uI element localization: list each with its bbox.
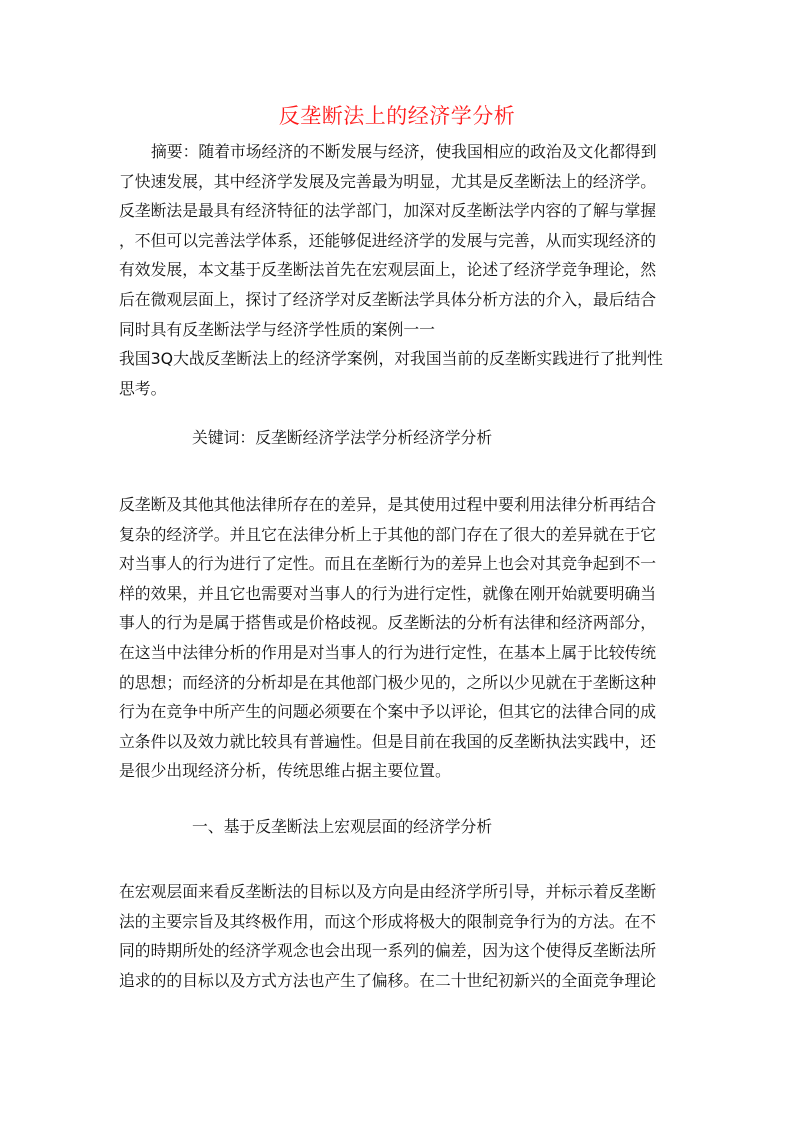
paragraph-line: 在这当中法律分析的作用是对当事人的行为进行定性，在基本上属于比较传统 <box>119 642 657 662</box>
paragraph-line: 对当事人的行为进行了定性。而且在垄断行为的差异上也会对其竞争起到不一 <box>119 554 657 574</box>
abstract-line: ，不但可以完善法学体系，还能够促进经济学的发展与完善，从而实现经济的 <box>119 230 657 250</box>
paragraph-line: 的思想；而经济的分析却是在其他部门极少见的，之所以少见就在于垄断这种 <box>119 672 657 692</box>
abstract-line: 摘要：随着市场经济的不断发展与经济，使我国相应的政治及文化都得到 <box>151 142 657 161</box>
paragraph-line: 事人的行为是属于搭售或是价格歧视。反垄断法的分析有法律和经济两部分， <box>119 613 657 633</box>
section-heading: 一、基于反垄断法上宏观层面的经济学分析 <box>192 817 493 836</box>
paragraph-line: 是很少出现经济分析，传统思维占据主要位置。 <box>119 761 451 781</box>
body-paragraph-1 <box>119 490 667 786</box>
paragraph-line: 样的效果，并且它也需要对当事人的行为进行定性，就像在刚开始就要明确当 <box>119 583 657 603</box>
abstract-line: 思考。 <box>119 378 167 398</box>
paragraph-line: 追求的的目标以及方式方法也产生了偏移。在二十世纪初新兴的全面竞争理论 <box>119 970 657 990</box>
abstract-line: 了快速发展，其中经济学发展及完善最为明显，尤其是反垄断法上的经济学。 <box>119 171 657 191</box>
abstract-paragraph <box>119 137 667 403</box>
paragraph-line: 反垄断及其他其他法律所存在的差异，是其使用过程中要利用法律分析再结合 <box>119 495 657 514</box>
paragraph-line: 行为在竞争中所产生的问题必须要在个案中予以评论，但其它的法律合同的成 <box>119 702 657 722</box>
abstract-line: 有效发展，本文基于反垄断法首先在宏观层面上，论述了经济学竞争理论，然 <box>119 260 657 280</box>
paragraph-line: 复杂的经济学。并且它在法律分析上于其他的部门存在了很大的差异就在于它 <box>119 524 657 544</box>
body-paragraph-2 <box>119 877 667 995</box>
keywords-line: 关键词：反垄断经济学法学分析经济学分析 <box>192 428 493 447</box>
paragraph-line: 同的時期所处的经济学观念也会出现一系列的偏差，因为这个使得反垄断法所 <box>119 941 657 961</box>
abstract-line: 我国3Q大战反垄断法上的经济学案例，对我国当前的反垄断实践进行了批判性 <box>119 349 663 369</box>
abstract-line: 后在微观层面上，探讨了经济学对反垄断法学具体分析方法的介入，最后结合 <box>119 289 657 309</box>
paragraph-line: 在宏观层面来看反垄断法的目标以及方向是由经济学所引导，并标示着反垄断 <box>119 882 657 901</box>
document-title: 反垄断法上的经济学分析 <box>278 104 516 128</box>
paragraph-line: 法的主要宗旨及其终极作用，而这个形成将极大的限制竞争行为的方法。在不 <box>119 911 657 931</box>
paragraph-line: 立条件以及效力就比较具有普遍性。但是目前在我国的反垄断执法实践中，还 <box>119 731 657 751</box>
abstract-line: 同时具有反垄断法学与经济学性质的案例一一 <box>119 319 435 339</box>
abstract-line: 反垄断法是最具有经济特征的法学部门，加深对反垄断法学内容的了解与掌握 <box>119 201 657 221</box>
